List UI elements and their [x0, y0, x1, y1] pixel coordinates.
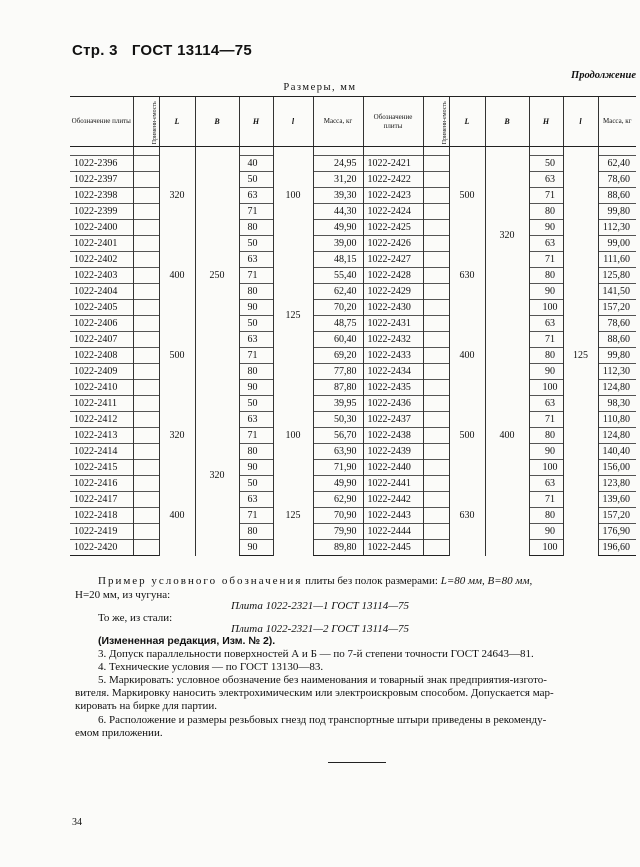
left-mass-cell: 62,40: [313, 284, 363, 300]
left-designation-cell: 1022-2397: [70, 172, 133, 188]
right-mass-cell: 124,80: [598, 428, 636, 444]
left-l-cell: 100: [273, 156, 313, 236]
left-L-cell: 320: [159, 156, 195, 236]
table-body: [70, 147, 636, 556]
example-dims: L=80 мм, B=80 мм,: [440, 575, 533, 587]
left-H-cell: 63: [239, 252, 273, 268]
left-application-cell: [133, 188, 159, 204]
left-H-cell: 80: [239, 364, 273, 380]
left-designation-cell: 1022-2412: [70, 412, 133, 428]
left-application-cell: [133, 460, 159, 476]
left-mass-cell: 31,20: [313, 172, 363, 188]
right-application-cell: [423, 524, 449, 540]
table-row: [70, 316, 636, 332]
left-designation-cell: 1022-2409: [70, 364, 133, 380]
header-H: H: [239, 97, 273, 147]
left-mass-cell: 79,90: [313, 524, 363, 540]
right-H-cell: 100: [529, 300, 563, 316]
left-application-cell: [133, 300, 159, 316]
right-H-cell: 71: [529, 332, 563, 348]
right-application-cell: [423, 348, 449, 364]
table-row: [70, 332, 636, 348]
left-application-cell: [133, 316, 159, 332]
right-designation-cell: 1022-2424: [363, 204, 423, 220]
left-application-cell: [133, 412, 159, 428]
header-mass: Масса, кг: [313, 97, 363, 147]
left-H-cell: 80: [239, 284, 273, 300]
left-H-cell: 71: [239, 268, 273, 284]
left-H-cell: 63: [239, 412, 273, 428]
left-mass-cell: 70,20: [313, 300, 363, 316]
right-mass-cell: 88,60: [598, 332, 636, 348]
right-designation-cell: 1022-2434: [363, 364, 423, 380]
right-mass-cell: 139,60: [598, 492, 636, 508]
right-mass-cell: 99,80: [598, 204, 636, 220]
left-designation-cell: 1022-2405: [70, 300, 133, 316]
left-designation-cell: 1022-2410: [70, 380, 133, 396]
left-application-cell: [133, 380, 159, 396]
left-application-cell: [133, 220, 159, 236]
left-H-cell: 80: [239, 524, 273, 540]
left-mass-cell: 62,90: [313, 492, 363, 508]
right-application-cell: [423, 380, 449, 396]
left-mass-cell: 44,30: [313, 204, 363, 220]
right-application-cell: [423, 188, 449, 204]
right-H-cell: 80: [529, 428, 563, 444]
table-row: [70, 460, 636, 476]
left-application-cell: [133, 492, 159, 508]
left-application-cell: [133, 236, 159, 252]
example-paragraph: [98, 575, 638, 589]
right-H-cell: 80: [529, 268, 563, 284]
right-mass-cell: 78,60: [598, 316, 636, 332]
right-application-cell: [423, 252, 449, 268]
left-H-cell: 63: [239, 188, 273, 204]
header-designation: Обозначение плиты: [70, 97, 133, 147]
right-mass-cell: 196,60: [598, 540, 636, 556]
right-H-cell: 100: [529, 540, 563, 556]
left-L-cell: 400: [159, 476, 195, 556]
header-application-right: Примени-емость: [423, 97, 449, 147]
left-H-cell: 50: [239, 236, 273, 252]
right-mass-cell: 124,80: [598, 380, 636, 396]
right-H-cell: 80: [529, 348, 563, 364]
left-mass-cell: 48,75: [313, 316, 363, 332]
steel-label: То же, из стали:: [98, 612, 173, 624]
left-mass-cell: 39,30: [313, 188, 363, 204]
right-mass-cell: 176,90: [598, 524, 636, 540]
left-designation-cell: 1022-2396: [70, 156, 133, 172]
left-designation-cell: 1022-2406: [70, 316, 133, 332]
example-rest: плиты без полок размерами:: [305, 575, 438, 587]
right-H-cell: 100: [529, 460, 563, 476]
right-application-cell: [423, 540, 449, 556]
left-mass-cell: 89,80: [313, 540, 363, 556]
right-application-cell: [423, 396, 449, 412]
table-row: [70, 380, 636, 396]
left-L-cell: 320: [159, 396, 195, 476]
right-H-cell: 80: [529, 508, 563, 524]
right-L-cell: 500: [449, 156, 485, 236]
table-row: [70, 364, 636, 380]
right-mass-cell: 140,40: [598, 444, 636, 460]
table-row: [70, 188, 636, 204]
right-designation-cell: 1022-2441: [363, 476, 423, 492]
left-application-cell: [133, 540, 159, 556]
table-row: [70, 236, 636, 252]
left-mass-cell: 49,90: [313, 220, 363, 236]
right-designation-cell: 1022-2440: [363, 460, 423, 476]
left-application-cell: [133, 428, 159, 444]
paragraph-5-line2: вителя. Маркировку наносить электрохимическим или электроискровым способом. Допускается мар-: [75, 687, 554, 699]
table-row: [70, 508, 636, 524]
right-application-cell: [423, 220, 449, 236]
left-H-cell: 71: [239, 204, 273, 220]
left-application-cell: [133, 268, 159, 284]
left-designation-cell: 1022-2419: [70, 524, 133, 540]
right-application-cell: [423, 364, 449, 380]
right-H-cell: 90: [529, 524, 563, 540]
table-row: [70, 428, 636, 444]
left-application-cell: [133, 332, 159, 348]
right-B-cell: 400: [485, 316, 529, 556]
right-application-cell: [423, 508, 449, 524]
table-row: [70, 412, 636, 428]
right-H-cell: 100: [529, 380, 563, 396]
left-designation-cell: 1022-2400: [70, 220, 133, 236]
left-mass-cell: 63,90: [313, 444, 363, 460]
left-mass-cell: 77,80: [313, 364, 363, 380]
designation-formula-cast-iron: Плита 1022-2321—1 ГОСТ 13114—75: [231, 600, 409, 612]
paragraph-4: 4. Технические условия — по ГОСТ 13130—83.: [98, 661, 324, 673]
right-L-cell: 630: [449, 476, 485, 556]
left-mass-cell: 50,30: [313, 412, 363, 428]
continued-label: Продолжение: [571, 70, 636, 81]
header-B-right: B: [485, 97, 529, 147]
right-mass-cell: 141,50: [598, 284, 636, 300]
left-H-cell: 50: [239, 316, 273, 332]
header-mass-right: Масса, кг: [598, 97, 636, 147]
left-application-cell: [133, 524, 159, 540]
right-application-cell: [423, 492, 449, 508]
right-designation-cell: 1022-2426: [363, 236, 423, 252]
right-application-cell: [423, 476, 449, 492]
right-designation-cell: 1022-2439: [363, 444, 423, 460]
left-application-cell: [133, 444, 159, 460]
header-l-right: l: [563, 97, 598, 147]
left-H-cell: 80: [239, 444, 273, 460]
right-H-cell: 71: [529, 412, 563, 428]
right-application-cell: [423, 284, 449, 300]
left-mass-cell: 24,95: [313, 156, 363, 172]
left-H-cell: 63: [239, 492, 273, 508]
right-B-cell: 320: [485, 156, 529, 316]
right-mass-cell: 157,20: [598, 300, 636, 316]
table-row: [70, 220, 636, 236]
right-application-cell: [423, 316, 449, 332]
table-row: [70, 284, 636, 300]
page-header: [72, 42, 252, 59]
right-application-cell: [423, 444, 449, 460]
paragraph-5-line1: 5. Маркировать: условное обозначение без наименования и товарный знак предприятия-изгото-: [98, 674, 547, 686]
left-application-cell: [133, 252, 159, 268]
left-designation-cell: 1022-2407: [70, 332, 133, 348]
right-L-cell: 400: [449, 316, 485, 396]
left-B-cell: 250: [195, 156, 239, 396]
right-H-cell: 90: [529, 220, 563, 236]
right-mass-cell: 110,80: [598, 412, 636, 428]
right-mass-cell: 112,30: [598, 220, 636, 236]
right-H-cell: 63: [529, 476, 563, 492]
right-application-cell: [423, 172, 449, 188]
right-L-cell: 630: [449, 236, 485, 316]
left-application-cell: [133, 476, 159, 492]
left-mass-cell: 39,00: [313, 236, 363, 252]
left-mass-cell: 69,20: [313, 348, 363, 364]
right-designation-cell: 1022-2445: [363, 540, 423, 556]
right-application-cell: [423, 412, 449, 428]
left-H-cell: 50: [239, 172, 273, 188]
left-H-cell: 50: [239, 396, 273, 412]
left-mass-cell: 48,15: [313, 252, 363, 268]
dimensions-label: Размеры, мм: [283, 82, 357, 93]
paragraph-6-line1: 6. Расположение и размеры резьбовых гнезд под транспортные штыри приведены в рекоменду-: [98, 714, 547, 726]
left-L-cell: 500: [159, 316, 195, 396]
right-H-cell: 90: [529, 364, 563, 380]
left-designation-cell: 1022-2414: [70, 444, 133, 460]
table-row: [70, 204, 636, 220]
right-mass-cell: 98,30: [598, 396, 636, 412]
table-spacer-row: [70, 147, 636, 156]
right-application-cell: [423, 156, 449, 172]
left-designation-cell: 1022-2416: [70, 476, 133, 492]
example-lead: Пример условного обозначения: [98, 575, 303, 587]
right-mass-cell: 62,40: [598, 156, 636, 172]
left-H-cell: 40: [239, 156, 273, 172]
right-mass-cell: 112,30: [598, 364, 636, 380]
left-designation-cell: 1022-2402: [70, 252, 133, 268]
left-designation-cell: 1022-2399: [70, 204, 133, 220]
left-designation-cell: 1022-2417: [70, 492, 133, 508]
table-row: [70, 396, 636, 412]
left-mass-cell: 49,90: [313, 476, 363, 492]
left-mass-cell: 60,40: [313, 332, 363, 348]
table-row: [70, 540, 636, 556]
left-l-cell: 100: [273, 396, 313, 476]
standard-number: ГОСТ 13114—75: [131, 42, 253, 59]
right-designation-cell: 1022-2423: [363, 188, 423, 204]
right-application-cell: [423, 236, 449, 252]
left-designation-cell: 1022-2408: [70, 348, 133, 364]
header-application: Примени-емость: [133, 97, 159, 147]
table-row: [70, 348, 636, 364]
right-application-cell: [423, 268, 449, 284]
right-mass-cell: 125,80: [598, 268, 636, 284]
left-H-cell: 90: [239, 300, 273, 316]
left-designation-cell: 1022-2398: [70, 188, 133, 204]
left-application-cell: [133, 396, 159, 412]
table-row: [70, 524, 636, 540]
left-H-cell: 63: [239, 332, 273, 348]
right-application-cell: [423, 300, 449, 316]
left-H-cell: 80: [239, 220, 273, 236]
right-H-cell: 90: [529, 444, 563, 460]
table-row: [70, 444, 636, 460]
right-H-cell: 90: [529, 284, 563, 300]
right-designation-cell: 1022-2438: [363, 428, 423, 444]
left-designation-cell: 1022-2413: [70, 428, 133, 444]
right-application-cell: [423, 428, 449, 444]
right-designation-cell: 1022-2437: [363, 412, 423, 428]
right-H-cell: 71: [529, 188, 563, 204]
right-application-cell: [423, 460, 449, 476]
table-row: [70, 492, 636, 508]
left-mass-cell: 55,40: [313, 268, 363, 284]
end-rule: [328, 762, 386, 763]
right-mass-cell: 156,00: [598, 460, 636, 476]
designation-formula-steel: Плита 1022-2321—2 ГОСТ 13114—75: [231, 623, 409, 635]
table-row: [70, 268, 636, 284]
left-application-cell: [133, 284, 159, 300]
page-number: 34: [72, 817, 82, 828]
plate-dimensions-table: [70, 96, 636, 556]
right-H-cell: 50: [529, 156, 563, 172]
left-H-cell: 90: [239, 380, 273, 396]
right-designation-cell: 1022-2421: [363, 156, 423, 172]
table-row: [70, 172, 636, 188]
left-application-cell: [133, 204, 159, 220]
left-H-cell: 90: [239, 540, 273, 556]
left-mass-cell: 71,90: [313, 460, 363, 476]
right-H-cell: 63: [529, 236, 563, 252]
right-designation-cell: 1022-2422: [363, 172, 423, 188]
left-application-cell: [133, 348, 159, 364]
left-mass-cell: 39,95: [313, 396, 363, 412]
left-H-cell: 50: [239, 476, 273, 492]
right-mass-cell: 99,80: [598, 348, 636, 364]
header-B: B: [195, 97, 239, 147]
left-mass-cell: 56,70: [313, 428, 363, 444]
left-l-cell: 125: [273, 476, 313, 556]
example-line2: H=20 мм, из чугуна:: [75, 589, 171, 601]
left-mass-cell: 70,90: [313, 508, 363, 524]
table-header-row: [70, 97, 636, 147]
left-application-cell: [133, 172, 159, 188]
left-L-cell: 400: [159, 236, 195, 316]
right-designation-cell: 1022-2430: [363, 300, 423, 316]
table-row: [70, 476, 636, 492]
right-mass-cell: 123,80: [598, 476, 636, 492]
header-designation-right: Обозначение плиты: [363, 97, 423, 147]
right-designation-cell: 1022-2428: [363, 268, 423, 284]
left-designation-cell: 1022-2404: [70, 284, 133, 300]
paragraph-5-line3: кировать на бирке для партии.: [75, 700, 218, 712]
right-application-cell: [423, 332, 449, 348]
right-designation-cell: 1022-2425: [363, 220, 423, 236]
right-mass-cell: 157,20: [598, 508, 636, 524]
right-H-cell: 80: [529, 204, 563, 220]
right-L-cell: 500: [449, 396, 485, 476]
right-designation-cell: 1022-2443: [363, 508, 423, 524]
left-B-cell: 320: [195, 396, 239, 556]
paragraph-6-line2: емом приложении.: [75, 727, 163, 739]
right-H-cell: 71: [529, 492, 563, 508]
header-L-right: L: [449, 97, 485, 147]
right-designation-cell: 1022-2427: [363, 252, 423, 268]
right-l-cell: 125: [563, 156, 598, 556]
table-row: [70, 252, 636, 268]
right-mass-cell: 78,60: [598, 172, 636, 188]
header-l: l: [273, 97, 313, 147]
left-H-cell: 71: [239, 508, 273, 524]
left-l-cell: 125: [273, 236, 313, 396]
left-designation-cell: 1022-2420: [70, 540, 133, 556]
right-designation-cell: 1022-2429: [363, 284, 423, 300]
right-mass-cell: 88,60: [598, 188, 636, 204]
left-H-cell: 71: [239, 428, 273, 444]
right-designation-cell: 1022-2432: [363, 332, 423, 348]
page-label: Стр. 3: [72, 42, 118, 59]
right-designation-cell: 1022-2442: [363, 492, 423, 508]
left-application-cell: [133, 156, 159, 172]
right-application-cell: [423, 204, 449, 220]
paragraph-3: 3. Допуск параллельности поверхностей А и Б — по 7-й степени точности ГОСТ 24643—81.: [98, 648, 534, 660]
left-mass-cell: 87,80: [313, 380, 363, 396]
right-mass-cell: 99,00: [598, 236, 636, 252]
left-designation-cell: 1022-2415: [70, 460, 133, 476]
right-H-cell: 63: [529, 396, 563, 412]
table-row: [70, 300, 636, 316]
right-H-cell: 63: [529, 316, 563, 332]
left-application-cell: [133, 364, 159, 380]
right-designation-cell: 1022-2431: [363, 316, 423, 332]
right-designation-cell: 1022-2435: [363, 380, 423, 396]
header-H-right: H: [529, 97, 563, 147]
right-designation-cell: 1022-2436: [363, 396, 423, 412]
left-H-cell: 90: [239, 460, 273, 476]
left-designation-cell: 1022-2411: [70, 396, 133, 412]
right-mass-cell: 111,60: [598, 252, 636, 268]
left-designation-cell: 1022-2418: [70, 508, 133, 524]
header-L: L: [159, 97, 195, 147]
left-designation-cell: 1022-2401: [70, 236, 133, 252]
left-designation-cell: 1022-2403: [70, 268, 133, 284]
right-H-cell: 63: [529, 172, 563, 188]
right-designation-cell: 1022-2433: [363, 348, 423, 364]
right-H-cell: 71: [529, 252, 563, 268]
left-H-cell: 71: [239, 348, 273, 364]
revision-note: (Измененная редакция, Изм. № 2).: [98, 635, 276, 647]
table-row: [70, 156, 636, 172]
right-designation-cell: 1022-2444: [363, 524, 423, 540]
left-application-cell: [133, 508, 159, 524]
